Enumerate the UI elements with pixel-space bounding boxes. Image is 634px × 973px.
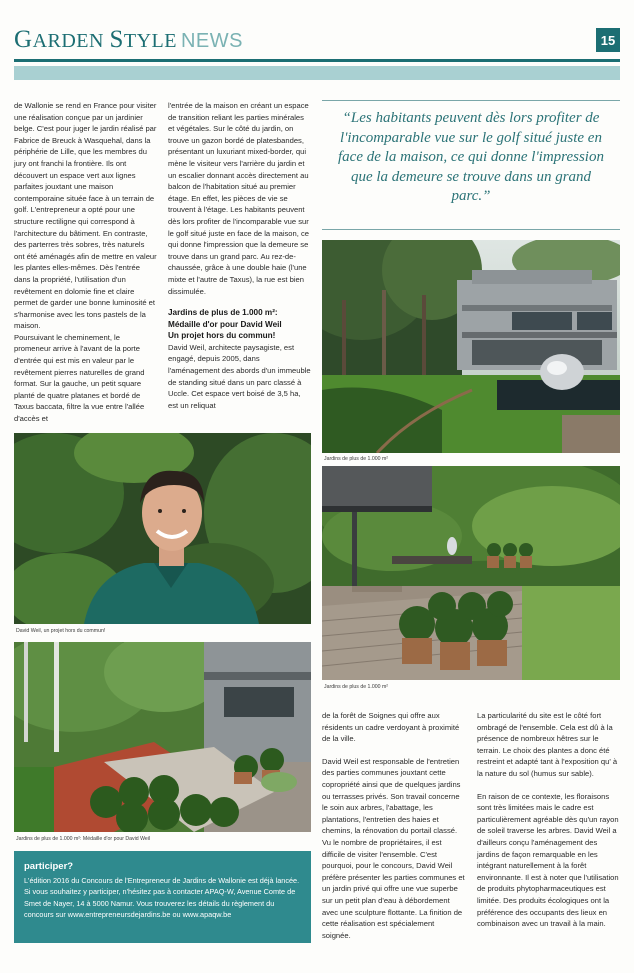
heading-line: Jardins de plus de 1.000 m²: [168, 308, 278, 318]
heading-line: Médaille d'or pour David Weil [168, 319, 282, 329]
photo-house-garden [322, 240, 620, 453]
article-column-3 [322, 710, 465, 941]
photo-terrace [322, 466, 620, 680]
paragraph: David Weil, architecte paysagiste, est engagé, depuis 2005, dans l'aménagement des abords d'un immeuble de standing situé dans un parc classé à Uccle. Cet espace vert boisé de 3,5 ha, est un reliquat [168, 342, 311, 410]
magazine-logo [14, 26, 243, 54]
article-column-4 [477, 710, 620, 930]
photo-caption: David Weil, un projet hors du commun! [16, 628, 106, 634]
heading-line: Un projet hors du commun! [168, 331, 276, 341]
photo-portrait [14, 433, 311, 624]
logo-word-arden: ARDEN [32, 30, 110, 52]
photo-caption: Jardins de plus de 1.000 m² [324, 456, 389, 462]
paragraph: de la forêt de Soignes qui offre aux résidents un cadre verdoyant à proximité de la ville. [322, 711, 460, 744]
paragraph: l'entrée de la maison en créant un espace de transition reliant les parties minérales et végétales. Sur le côté du jardin, on trouve un gazon bordé de platesbandes, présentant un luxuriant mixed-border, qui mène le visiteur vers l'arrière du jardin et un escalier donnant accès directement au balcon de l'habitation situé au premier étage. En effet, les pièces de vie se trouvent à l'étage. Les habitants peuvent dès lors profiter de l'incomparable vue sur le golf situé juste en face de la maison, ce qui donne l'impression que la demeure se trouve dans un grand parc. Au rez-de-chaussée, grâce à une double haie (l'une mixte et l'autre de Taxus), la rue est bien dissimulée. [168, 101, 309, 296]
header-band [14, 66, 620, 80]
header-rule [14, 59, 620, 62]
paragraph: En raison de ce contexte, les floraisons sont très limitées mais le cadre est particulièrement agréable dès qu'un rayon de soleil traverse les arbres. David Weil a d'ailleurs conçu l'aménagement des jardins de façon remarquable en les intégrant naturellement à la forêt environnante. Il est à noter que l'utilisation de produits phytopharmaceutiques est limitée. Des produits écologiques ont la préférence des occupants des lieux en combinaison avec un travail à la main. [477, 791, 619, 929]
pull-quote [322, 100, 620, 230]
participate-text: L'édition 2016 du Concours de l'Entrepreneur de Jardins de Wallonie est déjà lancée. Si vous souhaitez y participer, n'hésitez pas à contacter APAQ-W, Avenue Comte de Smet de Nayer, 14 à 5000 Namur. Vous trouverez les détails du règlement du concours sur www.entrepreneursdejardins.be ou www.apaqw.be [24, 876, 300, 920]
paragraph: La particularité du site est le côté fort ombragé de l'ensemble. Cela est dû à la présence de nombreux hêtres sur le terrain. Le choix des plantes a donc été restreint et adapté tant à l'exposition qu' à la nature du sol (humus sur sable). [477, 711, 618, 778]
article-column-2 [168, 100, 311, 411]
section-heading [168, 307, 311, 342]
paragraph: Poursuivant le cheminement, le promeneur arrive à l'avant de la porte d'entrée qui est mis en valeur par le revêtement pierres naturelles de grand format. Sur la gauche, un petit square planté de quatre platanes et bordé de Taxus baccata, filtre la vue entre l'allée d'accès et [14, 332, 145, 424]
participate-title: participer? [24, 861, 74, 872]
logo-letter-s: S [109, 26, 124, 53]
photo-caption: Jardins de plus de 1.000 m²: Médaille d'or pour David Weil [16, 836, 151, 842]
photo-boxwood-garden [14, 642, 311, 832]
photo-caption: Jardins de plus de 1.000 m² [324, 684, 389, 690]
paragraph: de Wallonie se rend en France pour visiter une réalisation conçue par un jardinier belge. C'est pour juger le jardin réalisé par Fabrice de Breuck à Wasquehal, dans la périphérie de Lille, que les membres du jury ont franchi la frontière. Ils ont découvert un espace vert aux lignes parfaites jouxtant une maison contemporaine située face à un terrain de golf. L'entrepreneur a opté pour une structure rectiligne qui correspond à l'architecture du bâtiment. En contraste, des parterres très sobres, très naturels ont été aménagés afin de mettre en valeur les plantes elles-mêmes. Dès l'entrée dans la propriété, l'utilisation d'un revêtement en dolomie fine et claire permet de garder une bonne luminosité et s'harmonise avec les tons pastels de la maison. [14, 101, 157, 331]
paragraph: David Weil est responsable de l'entretien des parties communes jouxtant cette copropriété ainsi que de quelques jardins ou terrasses privés. Son travail concerne le soin aux arbres, l'abattage, les plantations, l'entretien des haies et chemins, la rénovation du portail classé. Vu le nombre de propriétaires, il est difficile de visiter l'ensemble. C'est pourquoi, pour le concours, David Weil préfère présenter les parties communes et un jardin privé qui offre une vue superbe sur un petit plan d'eau à débordement avec une sculpture flottante. La finition de cette réalisation est spécialement soignée. [322, 756, 465, 940]
page-number: 15 [596, 28, 620, 52]
logo-news: NEWS [180, 30, 243, 52]
logo-letter-g: G [14, 26, 33, 53]
logo-word-tyle: TYLE [123, 30, 177, 52]
article-column-1 [14, 100, 157, 425]
pull-quote-text: “Les habitants peuvent dès lors profiter de l'incomparable vue sur le golf situé juste en face de la maison, ce qui donne l'impression que la demeure se trouve dans un grand parc.” [338, 110, 604, 204]
masthead [14, 26, 620, 56]
participate-box [14, 851, 311, 943]
